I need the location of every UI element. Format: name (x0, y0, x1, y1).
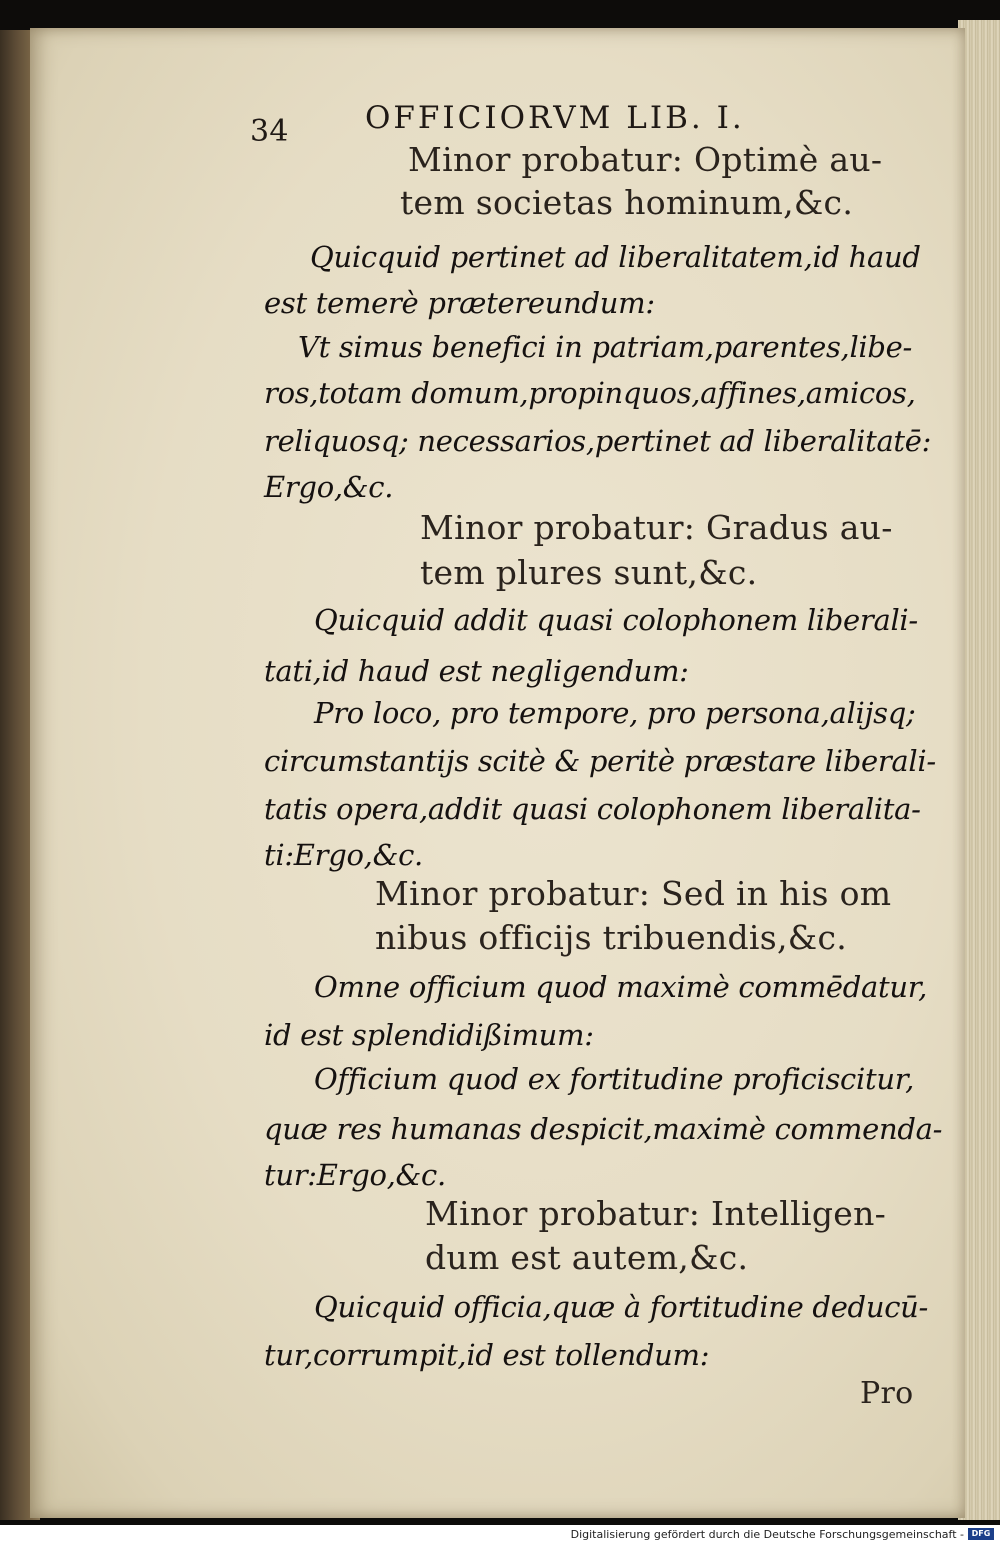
text-line: Ergo,&c. (264, 470, 394, 504)
footer-credit: Digitalisierung gefördert durch die Deutsche Forschungsgemeinschaft - (570, 1528, 964, 1541)
text-line: reliquosq; necessarios,pertinet ad liberalitatē: (264, 424, 932, 458)
text-line: Minor probatur: Intelligen- (425, 1194, 887, 1233)
text-line: tem plures sunt,&c. (420, 553, 758, 592)
text-line: Pro loco, pro tempore, pro persona,alijsq; (314, 696, 916, 730)
text-line: Minor probatur: Gradus au- (420, 508, 893, 547)
book-page (30, 28, 965, 1518)
text-line: ti:Ergo,&c. (264, 838, 423, 872)
text-line: circumstantijs scitè & peritè præstare liberali- (264, 744, 936, 778)
text-line: Minor probatur: Sed in his om (375, 874, 892, 913)
text-line: id est splendidißimum: (264, 1018, 594, 1052)
text-line: Vt simus benefici in patriam,parentes,libe- (298, 330, 913, 364)
text-line: nibus officijs tribuendis,&c. (375, 918, 848, 957)
running-head: OFFICIORVM LIB. I. (365, 100, 745, 136)
text-line: Quicquid officia,quæ à fortitudine deducū- (314, 1290, 929, 1324)
text-line: tem societas hominum,&c. (400, 183, 854, 222)
text-line: tur,corrumpit,id est tollendum: (264, 1338, 710, 1372)
text-line: tatis opera,addit quasi colophonem liberalita- (264, 792, 921, 826)
text-line: tur:Ergo,&c. (264, 1158, 446, 1192)
text-line: dum est autem,&c. (425, 1238, 749, 1277)
text-line: quæ res humanas despicit,maximè commenda- (264, 1112, 943, 1146)
text-line: est temerè prætereundum: (264, 286, 655, 320)
text-line: tati,id haud est negligendum: (264, 654, 689, 688)
text-line: Officium quod ex fortitudine proficiscitur, (314, 1062, 914, 1096)
text-line: Quicquid addit quasi colophonem liberali- (314, 603, 918, 637)
text-line: ros,totam domum,propinquos,affines,amicos, (264, 376, 916, 410)
text-line: Omne officium quod maximè commēdatur, (314, 970, 928, 1004)
catchword: Pro (860, 1376, 914, 1411)
text-line: Minor probatur: Optimè au- (408, 140, 883, 179)
page-number: 34 (250, 114, 289, 149)
dfg-logo: DFG (968, 1528, 994, 1540)
text-line: Quicquid pertinet ad liberalitatem,id haud (310, 240, 921, 274)
